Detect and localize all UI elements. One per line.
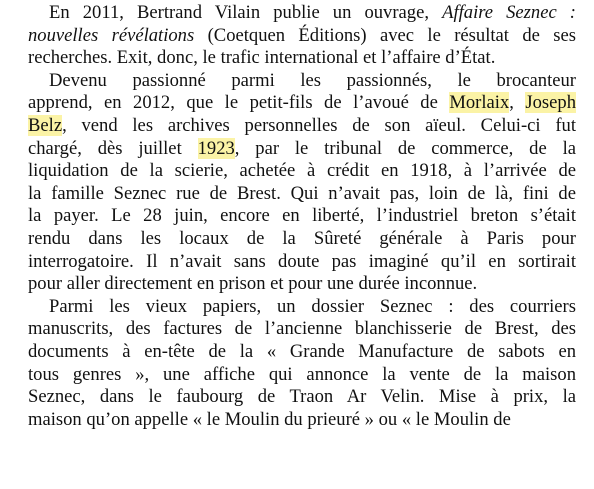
- text-run: (Coetquen Éditions) avec le résultat de ses: [194, 24, 576, 46]
- text-run: Parmi les vieux papiers, un dossier Seznec : des courriers: [49, 295, 576, 317]
- highlighted-term: 1923: [197, 137, 235, 159]
- text-line: [28, 2, 576, 25]
- text-line: [28, 318, 576, 341]
- text-line: [28, 115, 576, 138]
- paragraph-1: [28, 2, 576, 70]
- paragraph-2: [28, 70, 576, 296]
- text-run: la famille Seznec rue de Brest. Qui n’avait pas, loin de là, fini de: [28, 182, 576, 204]
- italic-title: nouvelles révélations: [28, 24, 195, 46]
- text-line: [28, 92, 576, 115]
- text-line: [28, 138, 576, 161]
- document-page: [28, 2, 576, 431]
- text-run: tous genres », une affiche qui annonce la vente de la maison: [28, 363, 576, 385]
- text-run: interrogatoire. Il n’avait sans doute pas imaginé qu’il en sortirait: [28, 250, 576, 272]
- text-run: En 2011, Bertrand Vilain publie un ouvrage,: [49, 2, 443, 23]
- text-run: , vend les archives personnelles de son aïeul. Celui-ci fut: [62, 114, 576, 136]
- text-run: apprend, en 2012, que le petit-fils de l’avoué de: [28, 92, 450, 114]
- text-run: ,: [509, 92, 526, 114]
- paragraph-3: [28, 296, 576, 432]
- text-line: [28, 251, 576, 274]
- italic-title: Affaire Seznec :: [442, 2, 577, 23]
- text-line: [28, 273, 576, 296]
- text-line: [28, 364, 576, 387]
- highlighted-term: Belz: [28, 114, 63, 136]
- text-run: Seznec, dans le faubourg de Traon Ar Velin. Mise à prix, la: [28, 386, 576, 408]
- text-run: la payer. Le 28 juin, encore en liberté, l’industriel breton s’était: [28, 205, 576, 227]
- text-run: Devenu passionné parmi les passionnés, le brocanteur: [49, 69, 576, 91]
- highlighted-term: Morlaix: [449, 92, 510, 114]
- text-line: [28, 205, 576, 228]
- text-line: [28, 409, 576, 432]
- text-run: maison qu’on appelle « le Moulin du prieuré » ou « le Moulin de: [28, 408, 511, 430]
- text-run: manuscrits, des factures de l’ancienne blanchisserie de Brest, des: [28, 318, 576, 340]
- text-run: recherches. Exit, donc, le trafic international et l’affaire d’État.: [28, 47, 496, 69]
- text-line: [28, 228, 576, 251]
- text-line: [28, 183, 576, 206]
- text-line: [28, 341, 576, 364]
- text-run: rendu dans les locaux de la Sûreté générale à Paris pour: [28, 227, 576, 249]
- text-line: [28, 25, 576, 48]
- text-line: [28, 47, 576, 70]
- text-line: [28, 160, 576, 183]
- text-line: [28, 296, 576, 319]
- text-run: liquidation de la scierie, achetée à crédit en 1918, à l’arrivée de: [28, 160, 576, 182]
- text-run: chargé, dès juillet: [28, 137, 198, 159]
- text-run: , par le tribunal de commerce, de la: [234, 137, 576, 159]
- text-line: [28, 386, 576, 409]
- text-line: [28, 70, 576, 93]
- highlighted-term: Joseph: [525, 92, 577, 114]
- text-run: pour aller directement en prison et pour une durée inconnue.: [28, 273, 478, 295]
- text-run: documents à en-tête de la « Grande Manufacture de sabots en: [28, 340, 576, 362]
